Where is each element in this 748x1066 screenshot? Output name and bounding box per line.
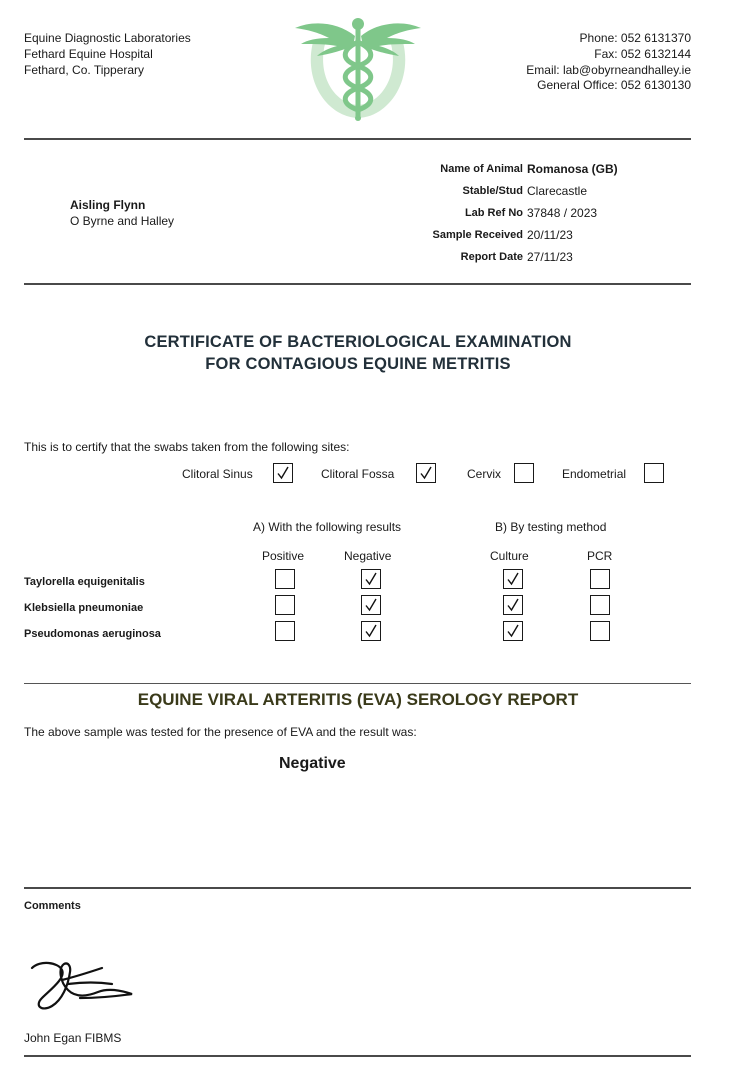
site-label-endometrial: Endometrial: [562, 467, 627, 481]
certificate-title-line1: CERTIFICATE OF BACTERIOLOGICAL EXAMINATION: [144, 333, 572, 351]
animal-name-value: Romanosa (GB): [527, 162, 618, 176]
organism-taylorella: Taylorella equigenitalis: [24, 576, 145, 588]
phone: Phone: 052 6131370: [579, 31, 691, 45]
report-date-label: Report Date: [460, 251, 523, 263]
lab-hospital: Fethard Equine Hospital: [24, 46, 153, 61]
col-pcr: PCR: [587, 549, 613, 563]
fax: Fax: 052 6132144: [594, 46, 691, 61]
checkbox-taylorella-positive[interactable]: [275, 569, 295, 589]
general-office: General Office: 052 6130130: [537, 78, 691, 93]
signatory-name: John Egan FIBMS: [24, 1031, 122, 1045]
section-a-heading: A) With the following results: [253, 520, 402, 534]
caduceus-logo-icon: [293, 12, 423, 124]
checkbox-taylorella-negative[interactable]: [361, 569, 381, 589]
results-divider: [24, 683, 691, 684]
certificate-title-line2: FOR CONTAGIOUS EQUINE METRITIS: [205, 355, 511, 373]
checkbox-taylorella-culture[interactable]: [503, 569, 523, 589]
eva-result: Negative: [279, 755, 346, 772]
labref-label: Lab Ref No: [464, 207, 523, 219]
header-divider: [24, 138, 691, 140]
eva-title: EQUINE VIRAL ARTERITIS (EVA) SEROLOGY REPORT: [137, 690, 579, 709]
checkbox-pseudomonas-pcr[interactable]: [590, 621, 610, 641]
footer-divider: [24, 1055, 691, 1057]
site-label-cervix: Cervix: [467, 467, 502, 481]
checkbox-klebsiella-pcr[interactable]: [590, 595, 610, 615]
checkbox-klebsiella-positive[interactable]: [275, 595, 295, 615]
check-mark-icon: [275, 465, 291, 481]
checkbox-pseudomonas-positive[interactable]: [275, 621, 295, 641]
col-positive: Positive: [262, 549, 305, 563]
col-culture: Culture: [490, 549, 529, 563]
check-mark-icon: [363, 623, 379, 639]
check-mark-icon: [363, 571, 379, 587]
eva-divider: [24, 887, 691, 889]
email: Email: lab@obyrneandhalley.ie: [526, 62, 691, 77]
lab-location: Fethard, Co. Tipperary: [24, 62, 145, 77]
received-label: Sample Received: [432, 229, 523, 241]
site-label-clitoral-fossa: Clitoral Fossa: [321, 467, 395, 481]
lab-address: [24, 31, 191, 78]
site-label-clitoral-sinus: Clitoral Sinus: [182, 467, 253, 481]
section-b-heading: B) By testing method: [495, 520, 607, 534]
checkbox-klebsiella-culture[interactable]: [503, 595, 523, 615]
labref-value: 37848 / 2023: [527, 206, 598, 220]
check-mark-icon: [363, 597, 379, 613]
client-practice: O Byrne and Halley: [70, 214, 175, 228]
site-checkbox-endometrial[interactable]: [644, 463, 664, 483]
animal-name-label: Name of Animal: [440, 163, 523, 175]
organism-pseudomonas: Pseudomonas aeruginosa: [24, 628, 161, 640]
client-name: Aisling Flynn: [70, 198, 146, 212]
details-divider: [24, 283, 691, 285]
organism-klebsiella: Klebsiella pneumoniae: [24, 602, 144, 614]
stable-label: Stable/Stud: [462, 185, 523, 197]
lab-contact: [526, 31, 691, 94]
site-checkbox-clitoral-sinus[interactable]: [273, 463, 293, 483]
checkbox-pseudomonas-culture[interactable]: [503, 621, 523, 641]
site-checkbox-cervix[interactable]: [514, 463, 534, 483]
check-mark-icon: [418, 465, 434, 481]
eva-statement: The above sample was tested for the presence of EVA and the result was:: [24, 725, 417, 739]
lab-name: Equine Diagnostic Laboratories: [24, 31, 191, 45]
check-mark-icon: [505, 623, 521, 639]
stable-value: Clarecastle: [527, 184, 588, 198]
checkbox-pseudomonas-negative[interactable]: [361, 621, 381, 641]
col-negative: Negative: [344, 549, 392, 563]
site-checkbox-clitoral-fossa[interactable]: [416, 463, 436, 483]
signature-icon: [28, 958, 138, 1012]
received-value: 20/11/23: [527, 228, 573, 242]
check-mark-icon: [505, 571, 521, 587]
report-date-value: 27/11/23: [527, 250, 573, 264]
comments-label: Comments: [24, 900, 81, 912]
check-mark-icon: [505, 597, 521, 613]
checkbox-klebsiella-negative[interactable]: [361, 595, 381, 615]
certificate-intro: This is to certify that the swabs taken from the following sites:: [24, 440, 350, 454]
checkbox-taylorella-pcr[interactable]: [590, 569, 610, 589]
